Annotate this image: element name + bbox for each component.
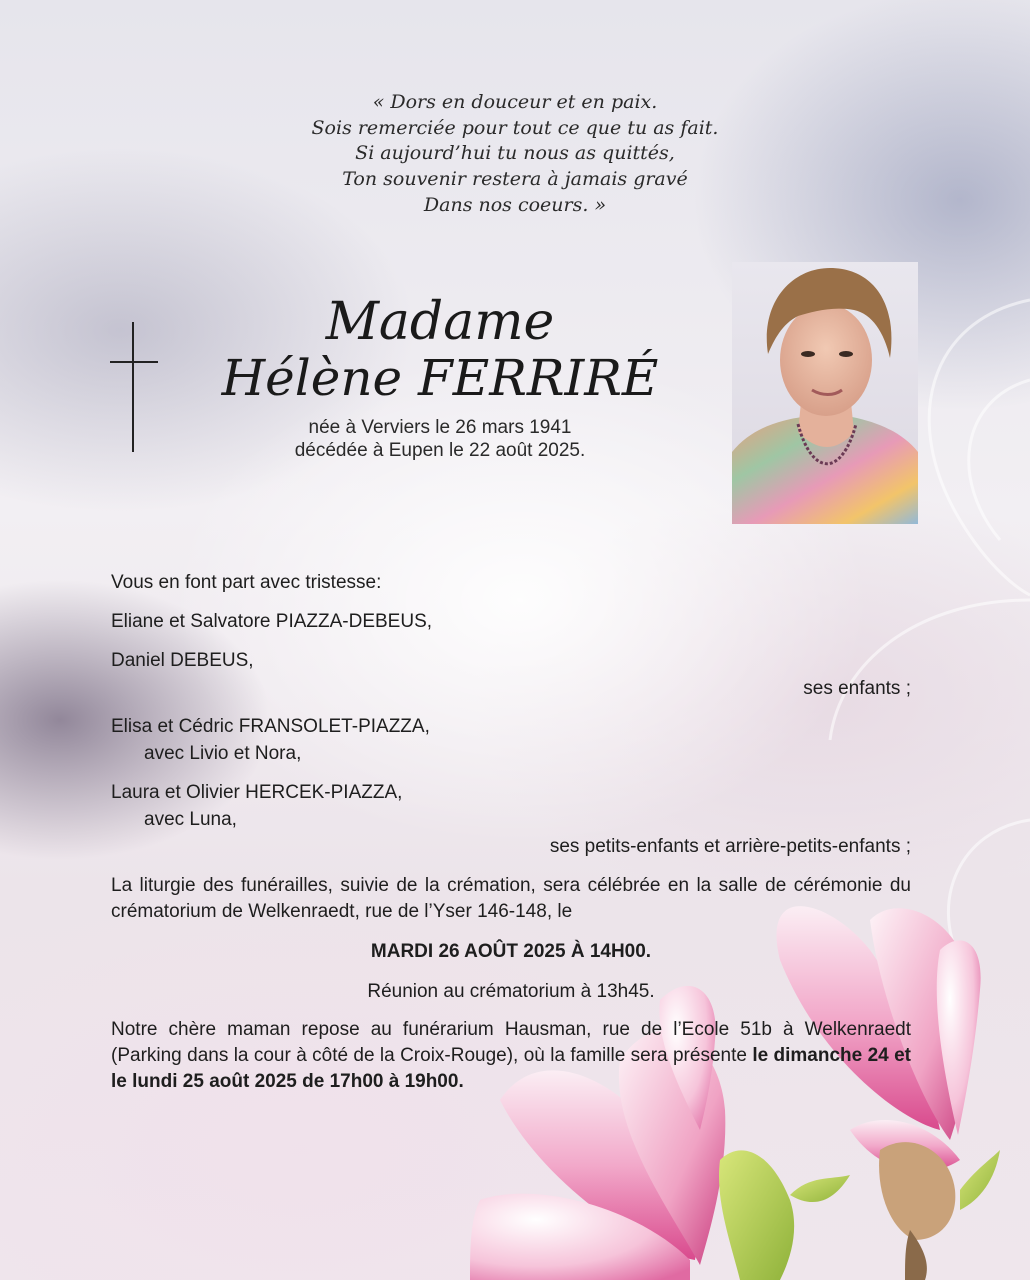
great-grandchildren: avec Livio et Nora, — [144, 743, 302, 764]
poem — [215, 90, 815, 219]
poem-line: « Dors en douceur et en paix. — [372, 91, 658, 113]
grandchildren-label: ses petits-enfants et arrière-petits-enfants ; — [549, 836, 911, 857]
deceased-name: Hélène FERRIRÉ — [221, 349, 659, 407]
visitation-text — [111, 1017, 911, 1095]
meeting-info: Réunion au crématorium à 13h45. — [367, 981, 655, 1002]
visitation-details: Notre chère maman repose au funérarium Hausman, rue de l’Ecole 51b à Welkenraedt (Parking dans la cour à côté de la Croix-Rouge), où la famille sera présente — [111, 1019, 911, 1066]
family-intro: Vous en font part avec tristesse: — [111, 572, 382, 593]
great-grandchildren: avec Luna, — [144, 809, 237, 830]
death-line: décédée à Eupen le 22 août 2025. — [294, 440, 586, 461]
honorific: Madame — [325, 292, 555, 352]
children-label: ses enfants ; — [803, 678, 911, 699]
life-dates — [240, 416, 640, 462]
grandchild-name: Laura et Olivier HERCEK-PIAZZA, — [111, 782, 403, 803]
poem-line: Sois remerciée pour tout ce que tu as fait. — [311, 116, 719, 139]
child-name: Eliane et Salvatore PIAZZA-DEBEUS, — [111, 611, 433, 632]
poem-line: Si aujourd’hui tu nous as quittés, — [355, 142, 675, 165]
ceremony-text: La liturgie des funérailles, suivie de la crémation, sera célébrée en la salle de cérémonie du crématorium de Welkenraedt, rue de l’Yser 146-148, le — [111, 875, 911, 922]
grandchild-name: Elisa et Cédric FRANSOLET-PIAZZA, — [111, 716, 430, 737]
child-name: Daniel DEBEUS, — [111, 650, 254, 671]
deceased-name-block — [190, 294, 690, 406]
portrait-photo — [732, 262, 918, 524]
ceremony-date: MARDI 26 AOÛT 2025 À 14H00. — [370, 941, 652, 962]
visitation-dates: le dimanche 24 et le lundi 25 août 2025 de 17h00 à 19h00. — [111, 1045, 911, 1092]
poem-line: Dans nos coeurs. » — [423, 193, 607, 216]
poem-line: Ton souvenir restera à jamais gravé — [342, 168, 688, 191]
latin-cross-icon — [110, 322, 158, 452]
birth-line: née à Verviers le 26 mars 1941 — [308, 417, 572, 438]
